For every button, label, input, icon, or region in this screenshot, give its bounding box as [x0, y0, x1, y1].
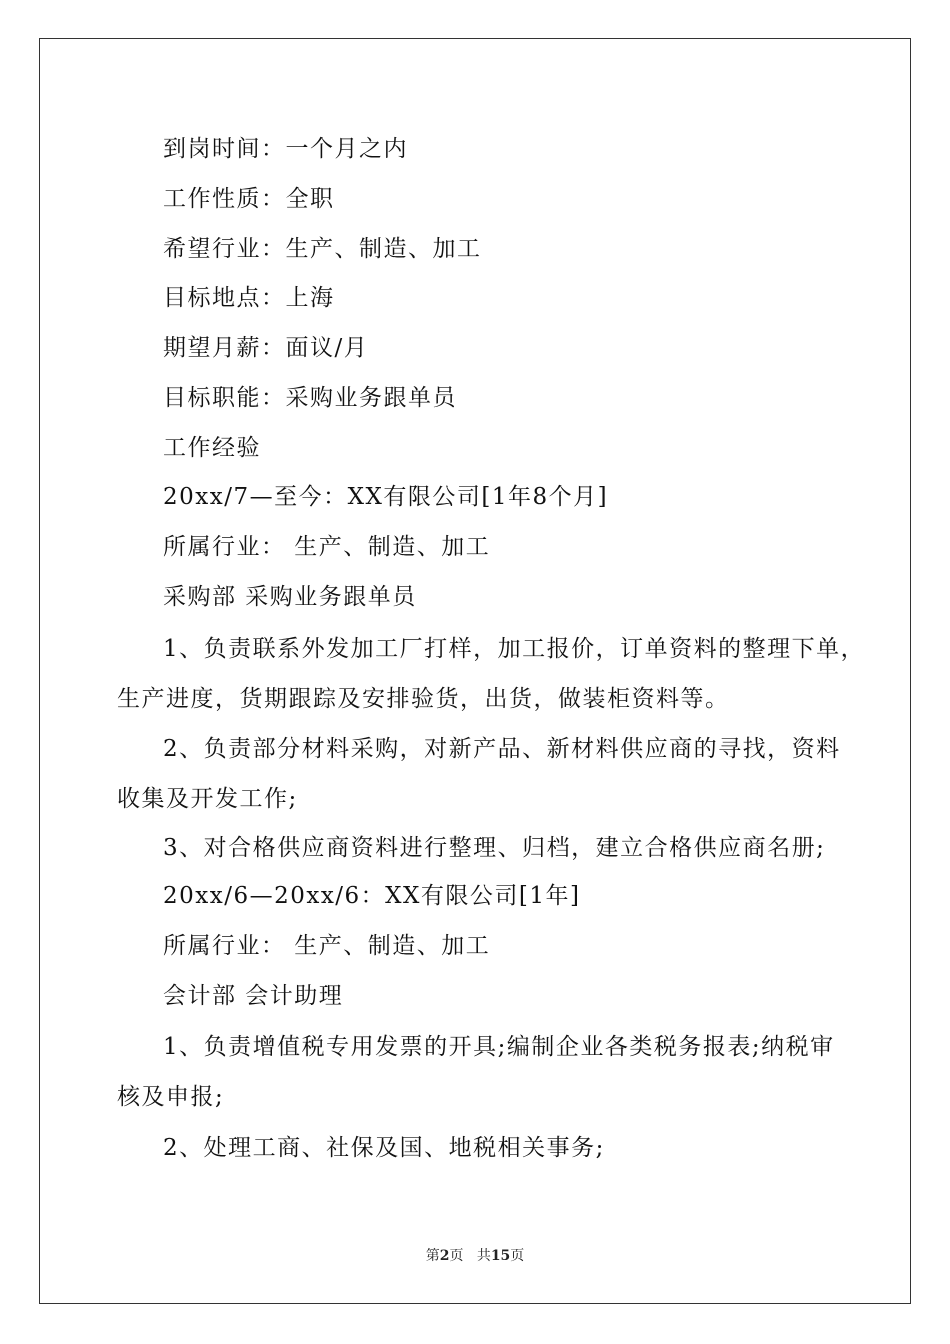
text-line: 20xx/7—至今：XX有限公司[1年8个月] [163, 484, 609, 510]
text-line: 20xx/6—20xx/6：XX有限公司[1年] [163, 883, 581, 909]
text-line: 期望月薪：面议/月 [163, 335, 369, 361]
text-line: 到岗时间：一个月之内 [163, 136, 408, 162]
text-line: 1、负责联系外发加工厂打样，加工报价，订单资料的整理下单， [163, 636, 866, 662]
page-border [39, 38, 911, 1304]
footer-total-pages: 15 [490, 1248, 511, 1264]
footer-page-suffix: 页 [449, 1248, 464, 1264]
text-line: 目标地点：上海 [163, 285, 335, 311]
text-line: 生产进度，货期跟踪及安排验货，出货，做装柜资料等。 [117, 686, 730, 712]
footer-total-prefix: 共 [476, 1248, 491, 1264]
text-line: 所属行业： 生产、制造、加工 [163, 933, 491, 959]
text-line: 工作性质：全职 [163, 186, 335, 212]
text-line: 希望行业：生产、制造、加工 [163, 236, 482, 262]
text-line: 收集及开发工作; [117, 786, 298, 812]
text-line: 会计部 会计助理 [163, 983, 344, 1009]
text-line: 3、对合格供应商资料进行整理、归档，建立合格供应商名册; [163, 835, 826, 861]
text-line: 2、处理工商、社保及国、地税相关事务; [163, 1135, 605, 1161]
text-line: 1、负责增值税专用发票的开具;编制企业各类税务报表;纳税审 [163, 1034, 835, 1060]
text-line: 2、负责部分材料采购，对新产品、新材料供应商的寻找，资料 [163, 736, 841, 762]
text-line: 所属行业： 生产、制造、加工 [163, 534, 491, 560]
footer-page-number: 2 [439, 1248, 450, 1264]
footer-total-suffix: 页 [510, 1248, 525, 1264]
text-line: 目标职能：采购业务跟单员 [163, 385, 457, 411]
footer-page-prefix: 第 [425, 1248, 440, 1264]
text-line: 核及申报; [117, 1084, 225, 1110]
page-footer [0, 1247, 950, 1265]
text-line: 采购部 采购业务跟单员 [163, 584, 417, 610]
section-heading: 工作经验 [163, 435, 261, 461]
